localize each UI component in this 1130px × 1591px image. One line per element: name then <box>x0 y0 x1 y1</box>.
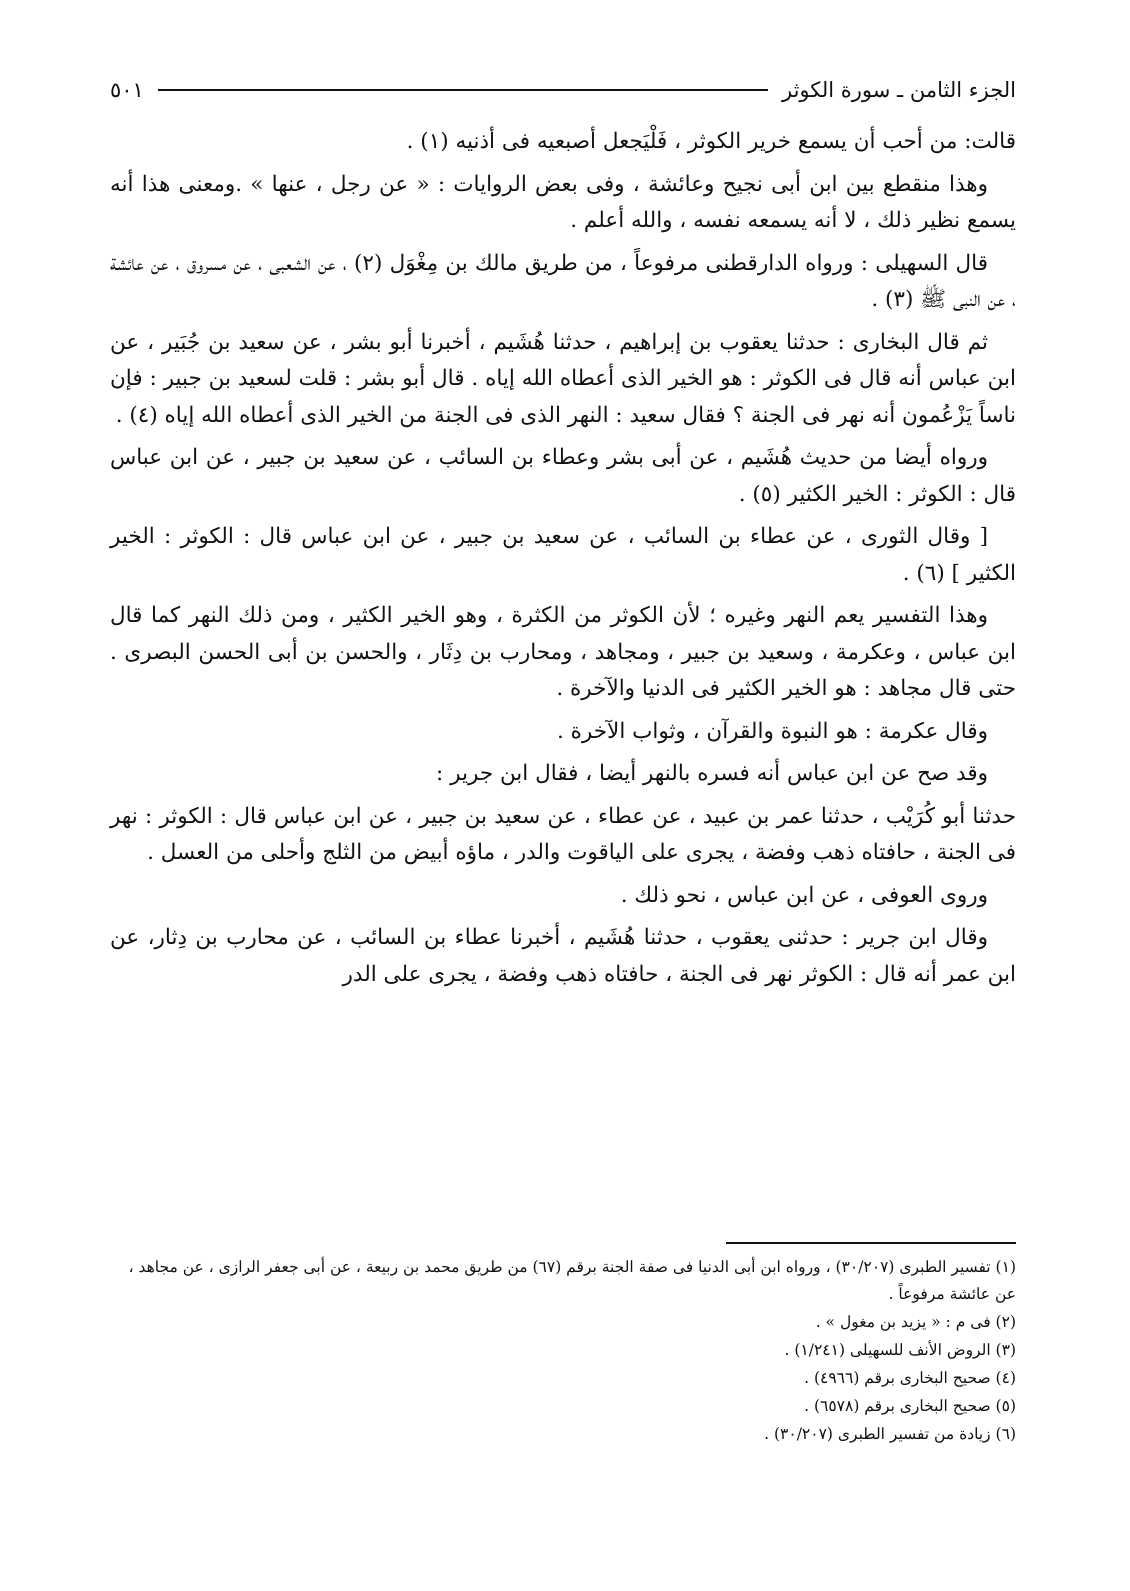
paragraph: وقال عكرمة : هو النبوة والقرآن ، وثواب الآخرة . <box>556 718 988 744</box>
paragraph: وقال ابن جرير : حدثنى يعقوب ، حدثنا هُشَيم ، أخبرنا عطاء بن السائب ، عن محارب بن دِثار، عن ابن عمر أنه قال : الكوثر نهر فى الجنة ، حافتاه ذهب وفضة ، يجرى على الدر <box>110 925 1016 987</box>
footnotes <box>110 1254 1016 1449</box>
page-number: ٥٠١ <box>110 78 144 102</box>
paragraph: وقد صح عن ابن عباس أنه فسره بالنهر أيضا ، فقال ابن جرير : <box>436 761 988 786</box>
paragraph: قال السهيلى : ورواه الدارقطنى مرفوعاً ، من طريق مالك بن مِغْوَل (٢) ، عن الشعبى ، عن مسروق ، عن عائشة ، عن النبى ﷺ (٣) . <box>110 250 1016 312</box>
running-title: الجزء الثامن ـ سورة الكوثر <box>781 78 1016 102</box>
footnote: (٢) فى م : « يزيد بن مغول » . <box>815 1313 1016 1331</box>
header-rule <box>158 89 768 91</box>
footnote: (٥) صحيح البخارى برقم (٦٥٧٨) . <box>804 1397 1016 1415</box>
paragraph: حدثنا أبو كُرَيْب ، حدثنا عمر بن عبيد ، عن عطاء ، عن سعيد بن جبير ، عن ابن عباس قال : الكوثر : نهر فى الجنة ، حافتاه ذهب وفضة ، يجرى على الياقوت والدر ، ماؤه أبيض من الثلج وأحلى من العسل . <box>110 803 1016 865</box>
paragraph: وروى العوفى ، عن ابن عباس ، نحو ذلك . <box>620 882 988 908</box>
main-text <box>110 124 1016 999</box>
paragraph: وهذا منقطع بين ابن أبى نجيح وعائشة ، وفى بعض الروايات : « عن رجل ، عنها » .ومعنى هذا أنه يسمع نظير ذلك ، لا أنه يسمعه نفسه ، والله أعلم . <box>110 171 1016 233</box>
footnote-separator <box>726 1242 1016 1244</box>
footnote: (٣) الروض الأنف للسهيلى (١/٢٤١) . <box>784 1341 1016 1359</box>
paragraph: ورواه أيضا من حديث هُشَيم ، عن أبى بشر وعطاء بن السائب ، عن سعيد بن جبير ، عن ابن عباس قال : الكوثر : الخير الكثير (٥) . <box>110 445 1016 507</box>
paragraph: قالت: من أحب أن يسمع خرير الكوثر ، فَلْيَجعل أصبعيه فى أذنيه (١) . <box>406 129 1016 154</box>
footnote: (٦) زيادة من تفسير الطبرى (٣٠/٢٠٧) . <box>764 1425 1016 1443</box>
paragraph: وهذا التفسير يعم النهر وغيره ؛ لأن الكوثر من الكثرة ، وهو الخير الكثير ، ومن ذلك النهر كما قال ابن عباس ، وعكرمة ، وسعيد بن جبير ، ومجاهد ، ومحارب بن دِثَار ، والحسن بن أبى الحسن البصرى . حتى قال مجاهد : هو الخير الكثير فى الدنيا والآخرة . <box>110 603 1016 701</box>
footnote: (١) تفسير الطبرى (٣٠/٢٠٧) ، ورواه ابن أبى الدنيا فى صفة الجنة برقم (٦٧) من طريق محمد بن ربيعة ، عن أبى جعفر الرازى ، عن مجاهد ، عن عائشة مرفوعاً . <box>128 1258 1016 1303</box>
footnote: (٤) صحيح البخارى برقم (٤٩٦٦) . <box>804 1369 1016 1387</box>
running-header <box>110 70 1016 110</box>
paragraph: [ وقال الثورى ، عن عطاء بن السائب ، عن سعيد بن جبير ، عن ابن عباس قال : الكوثر : الخير الكثير ] (٦) . <box>110 524 1016 586</box>
paragraph: ثم قال البخارى : حدثنا يعقوب بن إبراهيم ، حدثنا هُشَيم ، أخبرنا أبو بشر ، عن سعيد بن جُبَير ، عن ابن عباس أنه قال فى الكوثر : هو الخير الذى أعطاه الله إياه . قال أبو بشر : قلت لسعيد بن جبير : فإن ناساً يَزْعُمون أنه نهر فى الجنة ؟ فقال سعيد : النهر الذى فى الجنة من الخير الذى أعطاه الله إياه (٤) . <box>110 329 1016 428</box>
